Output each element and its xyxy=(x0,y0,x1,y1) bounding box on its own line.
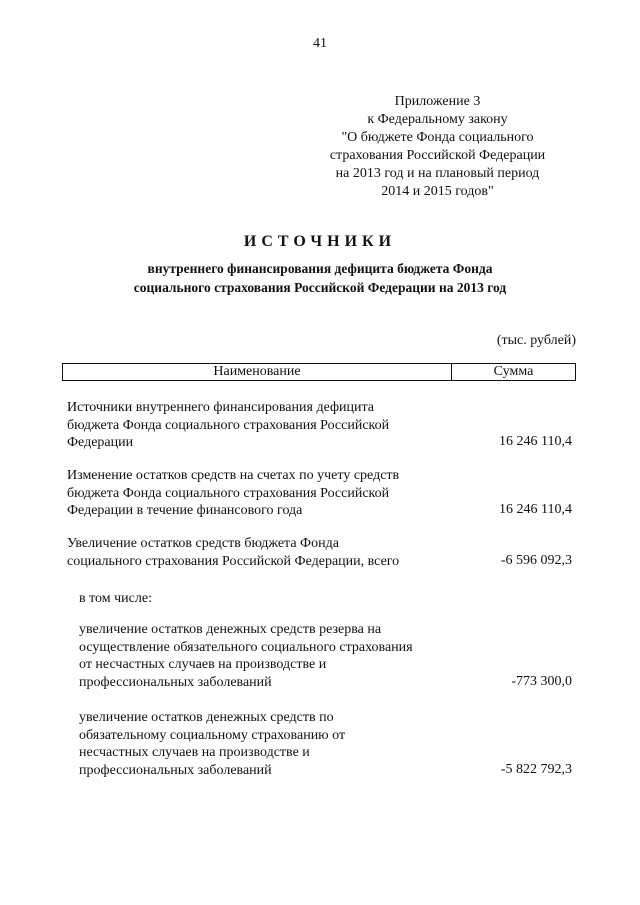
row-value: -773 300,0 xyxy=(511,674,572,689)
row-name-line: увеличение остатков денежных средств резерва на xyxy=(79,622,382,637)
row-name-line: Источники внутреннего финансирования дефицита xyxy=(67,400,375,415)
header-name: Наименование xyxy=(63,364,452,380)
table-header xyxy=(62,363,576,381)
header-sum: Сумма xyxy=(493,364,534,379)
document-subtitle xyxy=(0,259,640,297)
row-name xyxy=(79,590,152,608)
row-name xyxy=(67,535,399,570)
row-value: 16 246 110,4 xyxy=(499,434,572,449)
row-name-line: Изменение остатков средств на счетах по учету средств xyxy=(67,468,400,483)
row-name-line: профессиональных заболеваний xyxy=(79,762,272,778)
appendix-line: страхования Российской Федерации xyxy=(329,148,546,163)
row-name-line: несчастных случаев на производстве и xyxy=(79,745,310,760)
row-value: -6 596 092,3 xyxy=(500,553,572,568)
row-name-line: в том числе: xyxy=(79,591,152,606)
row-name-line: профессиональных заболеваний xyxy=(79,674,272,690)
row-name xyxy=(79,709,345,779)
subtitle-line: внутреннего финансирования дефицита бюджета Фонда xyxy=(147,261,493,276)
appendix-line: Приложение 3 xyxy=(394,94,481,109)
row-name xyxy=(79,621,413,691)
row-name-line: Федерации в течение финансового года xyxy=(67,503,303,518)
row-name-line: бюджета Фонда социального страхования Российской xyxy=(67,485,390,501)
row-name-line: увеличение остатков денежных средств по xyxy=(79,710,334,725)
row-name-line: бюджета Фонда социального страхования Российской xyxy=(67,417,390,433)
page-number: 41 xyxy=(313,36,327,51)
row-name-line: социального страхования Российской Федерации, всего xyxy=(67,553,400,569)
subtitle-line: социального страхования Российской Федерации на 2013 год xyxy=(133,280,507,295)
appendix-line: "О бюджете Фонда социального xyxy=(341,130,534,145)
row-value: 16 246 110,4 xyxy=(499,502,572,517)
row-name-line: от несчастных случаев на производстве и xyxy=(79,657,327,672)
appendix-block xyxy=(300,93,575,201)
row-name-line: Увеличение остатков средств бюджета Фонда xyxy=(67,536,339,551)
row-name-line: Федерации xyxy=(67,435,134,450)
row-name xyxy=(67,467,399,520)
appendix-line: к Федеральному закону xyxy=(367,112,508,127)
row-name xyxy=(67,399,389,452)
row-name-line: осуществление обязательного социального страхования xyxy=(79,639,413,655)
row-name-line: обязательному социальному страхованию от xyxy=(79,727,346,743)
document-title: ИСТОЧНИКИ xyxy=(243,233,397,250)
row-value: -5 822 792,3 xyxy=(500,762,572,777)
units-label: (тыс. рублей) xyxy=(496,333,576,348)
appendix-line: на 2013 год и на плановый период xyxy=(335,166,540,181)
appendix-line: 2014 и 2015 годов" xyxy=(381,184,494,199)
